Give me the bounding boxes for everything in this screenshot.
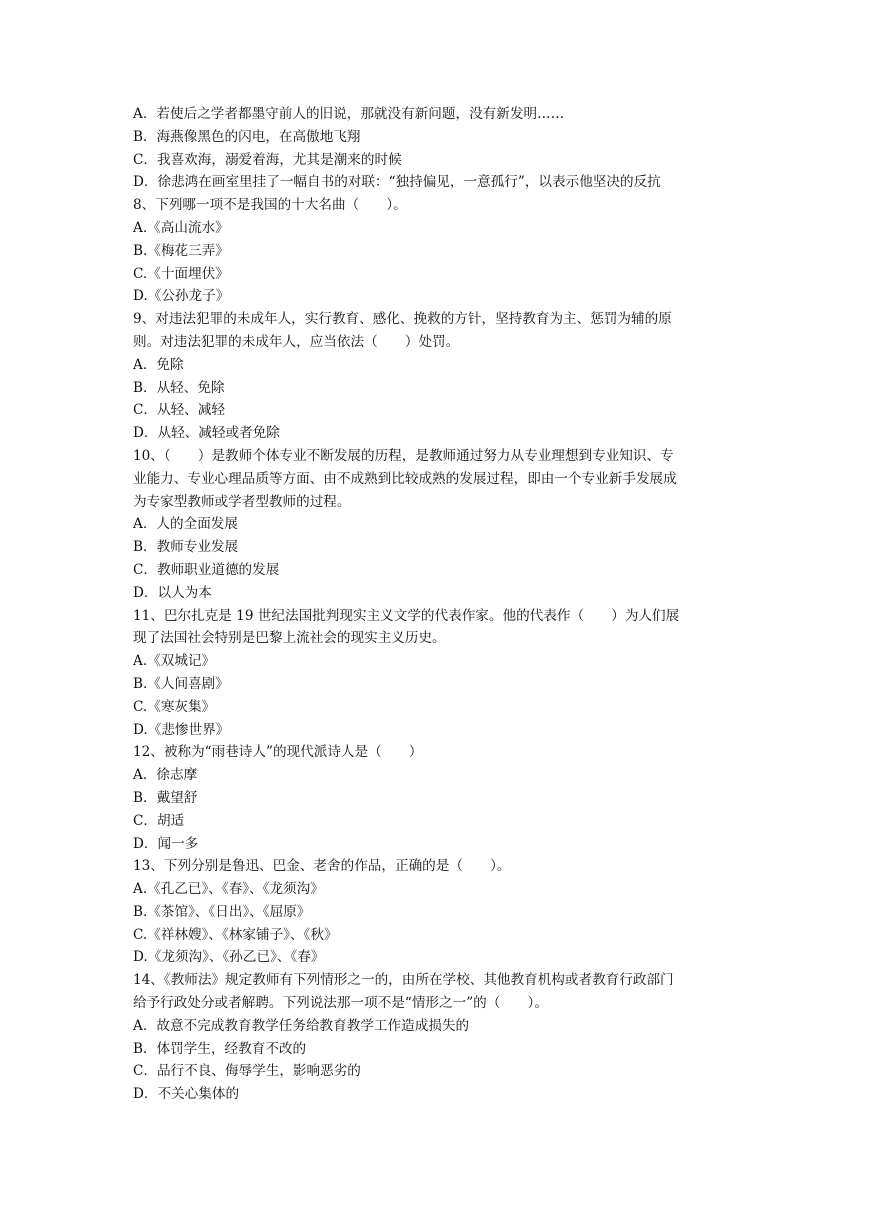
option-line: C．胡适 bbox=[133, 812, 185, 829]
option-line: B．教师专业发展 bbox=[133, 539, 239, 556]
question-line: 则。对违法犯罪的未成年人，应当依法（ ）处罚。 bbox=[133, 333, 460, 350]
question-line: 业能力、专业心理品质等方面、由不成熟到比较成熟的发展过程，即由一个专业新手发展成 bbox=[133, 470, 677, 487]
option-line: C.《祥林嫂》、《林家铺子》、《秋》 bbox=[133, 926, 338, 943]
question-line: 11、巴尔扎克是 19 世纪法国批判现实主义文学的代表作家。他的代表作（ ）为人们展 bbox=[133, 607, 680, 624]
option-line: D．闻一多 bbox=[133, 835, 199, 852]
option-line: C.《寒灰集》 bbox=[133, 698, 216, 715]
question-line: 给予行政处分或者解聘。下列说法那一项不是“情形之一”的（ ）。 bbox=[133, 995, 548, 1012]
question-line: 10、（ ）是教师个体专业不断发展的历程，是教师通过努力从专业理想到专业知识、专 bbox=[133, 447, 674, 464]
option-line: D.《悲惨世界》 bbox=[133, 721, 230, 738]
option-line: C．我喜欢海，溺爱着海，尤其是潮来的时候 bbox=[133, 151, 402, 168]
option-line: B．戴望舒 bbox=[133, 789, 198, 806]
option-line: A.《高山流水》 bbox=[133, 219, 229, 236]
question-line: 14、《教师法》规定教师有下列情形之一的，由所在学校、其他教育机构或者教育行政部门 bbox=[133, 972, 674, 989]
question-line: 8、下列哪一项不是我国的十大名曲（ ）。 bbox=[133, 197, 407, 214]
option-line: A．故意不完成教育教学任务给教育教学工作造成损失的 bbox=[133, 1017, 470, 1034]
option-line: A．若使后之学者都墨守前人的旧说，那就没有新问题，没有新发明…… bbox=[133, 106, 565, 122]
option-line: B．海燕像黑色的闪电，在高傲地飞翔 bbox=[133, 128, 361, 145]
question-line: 9、对违法犯罪的未成年人，实行教育、感化、挽救的方针，坚持教育为主、惩罚为辅的原 bbox=[133, 311, 672, 328]
question-line: 为专家型教师或学者型教师的过程。 bbox=[133, 493, 351, 510]
question-line: 13、下列分别是鲁迅、巴金、老舍的作品，正确的是（ ）。 bbox=[133, 858, 511, 875]
option-line: C．品行不良、侮辱学生，影响恶劣的 bbox=[133, 1063, 361, 1080]
option-line: D．徐悲鸿在画室里挂了一幅自书的对联：“独持偏见，一意孤行”，以表示他坚决的反抗 bbox=[133, 174, 661, 191]
option-line: B.《人间喜剧》 bbox=[133, 675, 229, 692]
option-line: A.《双城记》 bbox=[133, 653, 216, 670]
option-line: B．体罚学生，经教育不改的 bbox=[133, 1040, 307, 1057]
option-line: D.《龙须沟》、《孙乙已》、《春》 bbox=[133, 949, 325, 966]
question-line: 现了法国社会特别是巴黎上流社会的现实主义历史。 bbox=[133, 630, 446, 647]
option-line: B．从轻、免除 bbox=[133, 379, 225, 396]
document-body bbox=[133, 103, 739, 1106]
option-line: A．人的全面发展 bbox=[133, 516, 238, 533]
option-line: C．教师职业道德的发展 bbox=[133, 561, 280, 578]
option-line: B.《茶馆》、《日出》、《屈原》 bbox=[133, 903, 311, 920]
option-line: A．徐志摩 bbox=[133, 767, 198, 784]
option-line: C.《十面埋伏》 bbox=[133, 265, 229, 282]
question-line: 12、被称为“雨巷诗人”的现代派诗人是（ ） bbox=[133, 744, 423, 761]
option-line: A.《孔乙已》、《春》、《龙须沟》 bbox=[133, 881, 324, 898]
option-line: D．不关心集体的 bbox=[133, 1086, 240, 1103]
option-line: D．以人为本 bbox=[133, 584, 212, 601]
option-line: D.《公孙龙子》 bbox=[133, 288, 230, 305]
option-line: D．从轻、减轻或者免除 bbox=[133, 425, 280, 442]
option-line: B.《梅花三弄》 bbox=[133, 242, 229, 259]
option-line: A．免除 bbox=[133, 356, 184, 373]
option-line: C．从轻、减轻 bbox=[133, 402, 225, 419]
